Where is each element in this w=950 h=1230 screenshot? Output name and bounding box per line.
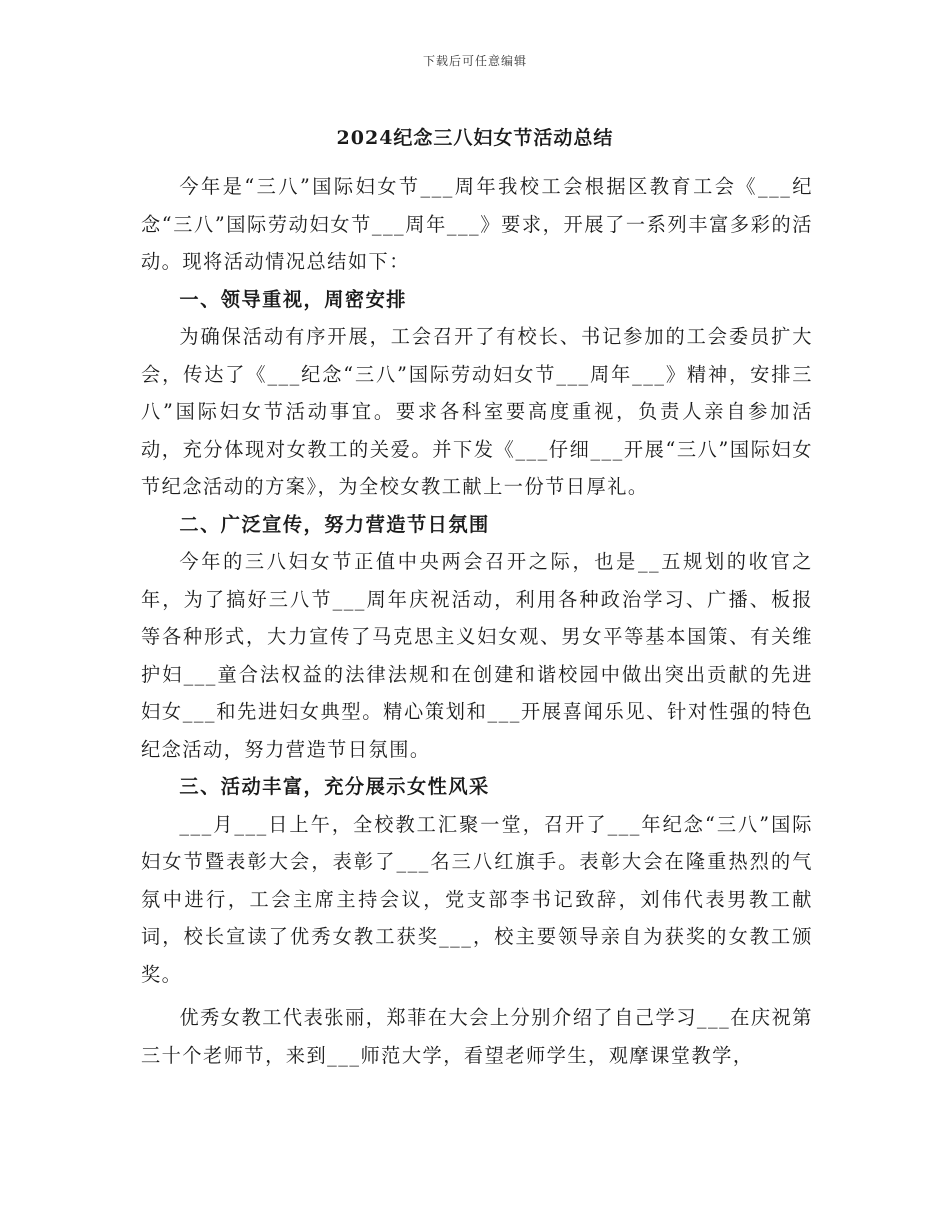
- section-1-paragraph: 为确保活动有序开展，工会召开了有校长、书记参加的工会委员扩大会，传达了《___纪念“三八”国际劳动妇女节___周年___》精神，安排三八”国际妇女节活动事宜。要求各科室要高度重视，负责人亲自参加活动，充分体现对女教工的关爱。并下发《___仔细___开展“三八”国际妇女节纪念活动的方案》，为全校女教工献上一份节日厚礼。: [141, 325, 813, 498]
- section-1-heading: 一、领导重视，周密安排: [179, 287, 407, 311]
- section-3-paragraph-1: ___月___日上午，全校教工汇聚一堂，召开了___年纪念“三八”国际妇女节暨表彰大会，表彰了___名三八红旗手。表彰大会在隆重热烈的气氛中进行，工会主席主持会议，党支部李书记致辞，刘伟代表男教工献词，校长宣读了优秀女教工获奖___，校主要领导亲自为获奖的女教工颁奖。: [141, 812, 813, 986]
- section-2-heading: 二、广泛宣传，努力营造节日氛围: [179, 512, 490, 536]
- intro-paragraph: 今年是“三八”国际妇女节___周年我校工会根据区教育工会《___纪念“三八”国际劳动妇女节___周年___》要求，开展了一系列丰富多彩的活动。现将活动情况总结如下：: [141, 175, 813, 273]
- section-3-heading: 三、活动丰富，充分展示女性风采: [179, 775, 490, 798]
- page-header-note: 下载后可任意编辑: [422, 54, 527, 68]
- document-body: [141, 168, 813, 1074]
- section-3-paragraph-2: 优秀女教工代表张丽，郑菲在大会上分别介绍了自己学习___在庆祝第三十个老师节，来到___师范大学，看望老师学生，观摩课堂教学，: [141, 1006, 813, 1067]
- document-title: 2024纪念三八妇女节活动总结: [336, 127, 614, 149]
- section-2-paragraph: 今年的三八妇女节正值中央两会召开之际，也是__五规划的收官之年，为了搞好三八节___周年庆祝活动，利用各种政治学习、广播、板报等各种形式，大力宣传了马克思主义妇女观、男女平等基本国策、有关维护妇___童合法权益的法律法规和在创建和谐校园中做出突出贡献的先进妇女___和先进妇女典型。精心策划和___开展喜闻乐见、针对性强的特色纪念活动，努力营造节日氛围。: [141, 550, 813, 761]
